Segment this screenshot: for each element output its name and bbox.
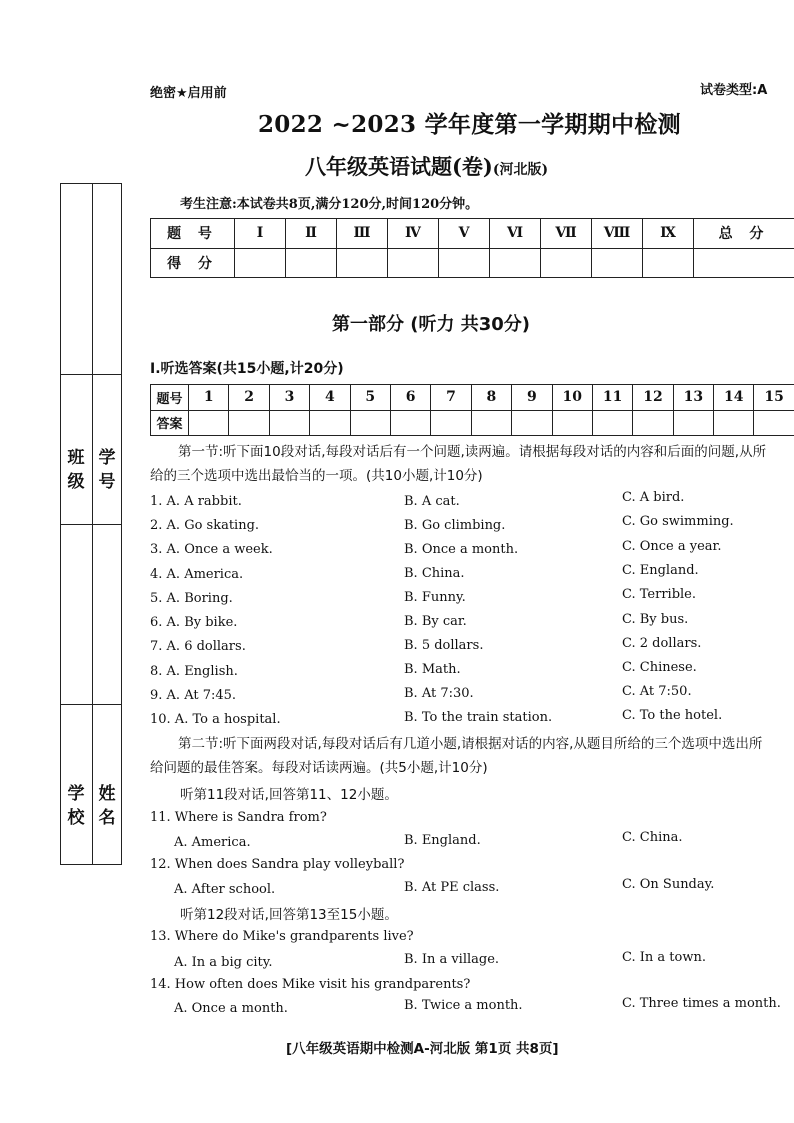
score-cell[interactable]: [439, 248, 490, 278]
question-option-a: A. After school.: [174, 882, 276, 897]
question-option-a: 5. A. Boring.: [150, 591, 233, 606]
answer-cell[interactable]: [512, 410, 552, 436]
answer-number: 3: [269, 385, 309, 411]
question-option-c: C. On Sunday.: [622, 877, 715, 892]
score-column: Ⅸ: [643, 219, 694, 249]
question-option-a: 4. A. America.: [150, 567, 244, 582]
answer-cell[interactable]: [754, 410, 794, 436]
answer-cell[interactable]: [471, 410, 511, 436]
answer-cell[interactable]: [269, 410, 309, 436]
answer-number: 15: [754, 385, 794, 411]
binding-strip: [60, 183, 122, 865]
question-option-a: 3. A. Once a week.: [150, 542, 273, 557]
answer-cell[interactable]: [592, 410, 632, 436]
score-table: [150, 218, 794, 278]
question-option-c: C. Terrible.: [622, 587, 696, 602]
confidential-label: 绝密★启用前: [150, 86, 227, 101]
question-option-b: B. 5 dollars.: [404, 638, 484, 653]
dialog-12-intro: 听第12段对话,回答第13至15小题。: [180, 907, 398, 923]
question-option-c: C. A bird.: [622, 490, 685, 505]
school-field-label: 学 校: [67, 784, 85, 828]
answer-cell[interactable]: [673, 410, 713, 436]
question-option-a: 7. A. 6 dollars.: [150, 639, 246, 654]
answer-cell[interactable]: [714, 410, 754, 436]
question-option-b: B. In a village.: [404, 952, 500, 967]
score-column: Ⅵ: [490, 219, 541, 249]
answer-cell[interactable]: [552, 410, 592, 436]
strip-divider: [61, 524, 121, 525]
section-two-instruction: [150, 732, 774, 780]
student-id-field-label: 学 号: [98, 448, 116, 492]
question-option-b: B. At 7:30.: [404, 686, 474, 701]
answer-cell[interactable]: [633, 410, 673, 436]
score-column: Ⅷ: [592, 219, 643, 249]
answer-number: 9: [512, 385, 552, 411]
score-cell[interactable]: [286, 248, 337, 278]
answer-number: 14: [714, 385, 754, 411]
question-option-c: C. Chinese.: [622, 660, 697, 675]
strip-divider: [61, 704, 121, 705]
question-option-c: C. In a town.: [622, 950, 706, 965]
question-option-a: A. In a big city.: [174, 955, 273, 970]
question-option-a: 6. A. By bike.: [150, 615, 238, 630]
question-option-a: 8. A. English.: [150, 664, 238, 679]
score-column: Ⅳ: [388, 219, 439, 249]
question-option-c: C. By bus.: [622, 612, 689, 627]
question-option-b: B. China.: [404, 566, 465, 581]
total-score-cell[interactable]: [694, 248, 794, 278]
answer-number-header: 题号: [151, 385, 189, 411]
answer-number: 7: [431, 385, 471, 411]
answer-cell[interactable]: [431, 410, 471, 436]
answer-table-number-row: [151, 385, 794, 411]
score-row-header: 得 分: [151, 248, 235, 278]
question-option-c: C. To the hotel.: [622, 708, 723, 723]
answer-cell[interactable]: [229, 410, 269, 436]
score-table-header-row: [151, 219, 794, 249]
edition-label: (河北版): [492, 162, 549, 178]
total-score-column: 总 分: [694, 219, 794, 249]
question-option-c: C. England.: [622, 563, 699, 578]
question-option-a: A. America.: [174, 835, 251, 850]
score-cell[interactable]: [643, 248, 694, 278]
section-one-instruction: [150, 440, 774, 488]
question-option-a: 2. A. Go skating.: [150, 518, 260, 533]
part-one-title: 第一部分 (听力 共30分): [332, 314, 531, 335]
score-cell[interactable]: [388, 248, 439, 278]
score-cell[interactable]: [490, 248, 541, 278]
answer-number: 11: [592, 385, 632, 411]
answer-number: 4: [310, 385, 350, 411]
score-cell[interactable]: [592, 248, 643, 278]
question-option-c: C. China.: [622, 830, 683, 845]
question-option-a: 9. A. At 7:45.: [150, 688, 237, 703]
question-option-b: B. A cat.: [404, 494, 460, 509]
question-option-c: C. 2 dollars.: [622, 636, 702, 651]
question-option-c: C. Once a year.: [622, 539, 722, 554]
answer-row-header: 答案: [151, 410, 189, 436]
name-field-label: 姓 名: [98, 784, 116, 828]
score-column: Ⅲ: [337, 219, 388, 249]
score-column: Ⅱ: [286, 219, 337, 249]
question-option-b: B. Math.: [404, 662, 461, 677]
answer-number: 6: [390, 385, 430, 411]
answer-number: 10: [552, 385, 592, 411]
question-stem: 13. Where do Mike's grandparents live?: [150, 929, 414, 944]
question-number-header: 题 号: [151, 219, 235, 249]
question-option-b: B. Funny.: [404, 590, 466, 605]
answer-table-answer-row: [151, 410, 794, 436]
question-option-b: B. By car.: [404, 614, 467, 629]
question-stem: 12. When does Sandra play volleyball?: [150, 857, 405, 872]
page-footer: [八年级英语期中检测A-河北版 第1页 共8页]: [286, 1041, 559, 1057]
answer-number: 8: [471, 385, 511, 411]
question-option-b: B. At PE class.: [404, 880, 500, 895]
score-column: Ⅶ: [541, 219, 592, 249]
score-column: Ⅰ: [235, 219, 286, 249]
question-option-b: B. To the train station.: [404, 710, 553, 725]
question-stem: 14. How often does Mike visit his grandparents?: [150, 977, 471, 992]
answer-number: 12: [633, 385, 673, 411]
question-option-b: B. Once a month.: [404, 542, 519, 557]
score-cell[interactable]: [541, 248, 592, 278]
answer-cell[interactable]: [189, 410, 229, 436]
score-table-score-row: [151, 248, 794, 278]
section-one-title: Ⅰ.听选答案(共15小题,计20分): [150, 361, 344, 377]
answer-number: 1: [189, 385, 229, 411]
answer-table: [150, 384, 794, 436]
section-two-instruction-text: 第二节:听下面两段对话,每段对话后有几道小题,请根据对话的内容,从题目所给的三个选项中选出所给问题的最佳答案。每段对话读两遍。(共5小题,计10分): [150, 736, 763, 776]
question-option-c: C. Three times a month.: [622, 996, 781, 1011]
exam-notice: 考生注意:本试卷共8页,满分120分,时间120分钟。: [180, 197, 479, 212]
answer-number: 13: [673, 385, 713, 411]
paper-type-label: 试卷类型:A: [700, 83, 768, 98]
score-cell[interactable]: [235, 248, 286, 278]
strip-divider: [61, 374, 121, 375]
question-option-a: 10. A. To a hospital.: [150, 712, 281, 727]
answer-cell[interactable]: [310, 410, 350, 436]
question-option-a: A. Once a month.: [174, 1001, 288, 1016]
question-option-c: C. At 7:50.: [622, 684, 692, 699]
answer-cell[interactable]: [350, 410, 390, 436]
class-field-label: 班 级: [67, 448, 85, 492]
question-option-a: 1. A. A rabbit.: [150, 494, 242, 509]
question-option-c: C. Go swimming.: [622, 514, 734, 529]
dialog-11-intro: 听第11段对话,回答第11、12小题。: [180, 787, 398, 803]
answer-number: 2: [229, 385, 269, 411]
answer-number: 5: [350, 385, 390, 411]
question-option-b: B. Twice a month.: [404, 998, 523, 1013]
question-option-b: B. Go climbing.: [404, 518, 506, 533]
score-column: Ⅴ: [439, 219, 490, 249]
score-cell[interactable]: [337, 248, 388, 278]
question-option-b: B. England.: [404, 833, 481, 848]
question-stem: 11. Where is Sandra from?: [150, 810, 327, 825]
section-one-instruction-text: 第一节:听下面10段对话,每段对话后有一个问题,读两遍。请根据每段对话的内容和后面的问题,从所给的三个选项中选出最恰当的一项。(共10小题,计10分): [150, 444, 767, 484]
exam-title: 2022 ~2023 学年度第一学期期中检测: [258, 111, 681, 138]
answer-cell[interactable]: [390, 410, 430, 436]
subtitle-text: 八年级英语试题(卷): [305, 154, 493, 179]
exam-subtitle: [305, 151, 548, 181]
